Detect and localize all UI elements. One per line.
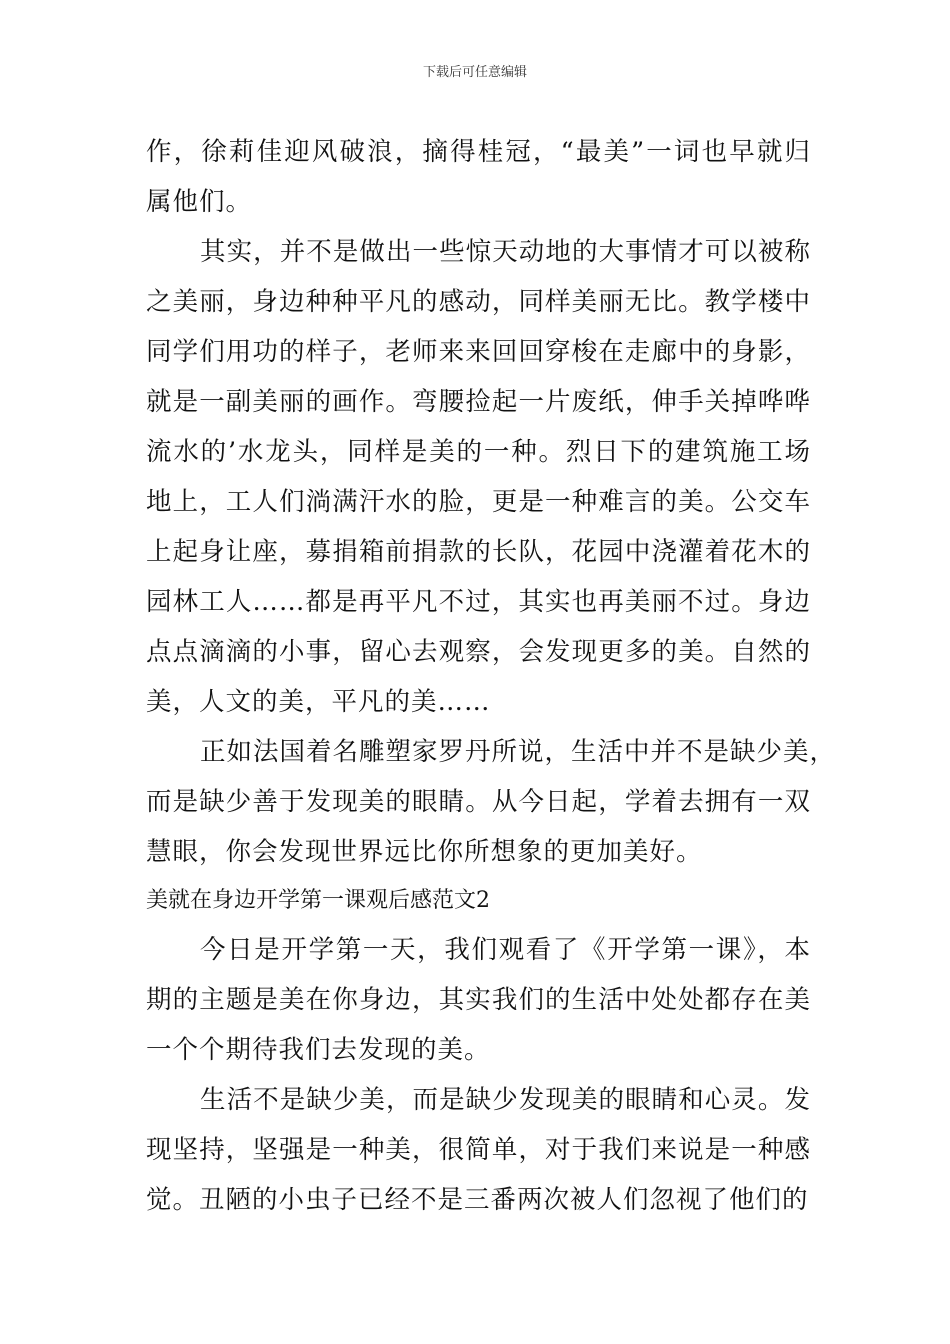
- paragraph: [146, 227, 811, 727]
- paragraph-line: 地上，工人们淌满汗水的脸，更是一种难言的美。公交车: [146, 487, 811, 517]
- paragraph-line: 现坚持，坚强是一种美，很简单，对于我们来说是一种感: [146, 1135, 811, 1165]
- paragraph-line: 今日是开学第一天，我们观看了《开学第一课》，本: [200, 935, 811, 965]
- paragraph-line: 其实，并不是做出一些惊天动地的大事情才可以被称: [200, 237, 811, 267]
- paragraph-line: 属他们。: [146, 187, 253, 217]
- paragraph-line: 之美丽，身边种种平凡的感动，同样美丽无比。教学楼中: [146, 287, 811, 317]
- paragraph-group-2: [146, 925, 811, 1225]
- paragraph: [146, 925, 811, 1075]
- paragraph: [146, 1075, 811, 1225]
- paragraph-line: 园林工人……都是再平凡不过，其实也再美丽不过。身边: [146, 587, 811, 617]
- paragraph-line: 流水的’水龙头，同样是美的一种。烈日下的建筑施工场: [146, 437, 811, 467]
- paragraph-line: 美，人文的美，平凡的美……: [146, 687, 491, 717]
- paragraph-line: 觉。丑陋的小虫子已经不是三番两次被人们忽视了他们的: [146, 1185, 809, 1215]
- page-header: 下载后可任意编辑: [422, 65, 527, 80]
- paragraph-line: 慧眼，你会发现世界远比你所想象的更加美好。: [146, 837, 703, 867]
- document-body: [146, 127, 837, 1225]
- paragraph-line: 同学们用功的样子，老师来来回回穿梭在走廊中的身影，: [146, 337, 811, 367]
- paragraph: [146, 127, 811, 227]
- paragraph-line: 就是一副美丽的画作。弯腰捡起一片废纸，伸手关掉哗哗: [146, 387, 811, 417]
- paragraph-line: 期的主题是美在你身边，其实我们的生活中处处都存在美: [146, 985, 811, 1015]
- paragraph-line: 上起身让座，募捐箱前捐款的长队，花园中浇灌着花木的: [146, 537, 811, 567]
- section-title: 美就在身边开学第一课观后感范文2: [146, 888, 490, 913]
- paragraph-line: 正如法国着名雕塑家罗丹所说，生活中并不是缺少美，: [200, 737, 837, 767]
- paragraph-line: 点点滴滴的小事，留心去观察，会发现更多的美。自然的: [146, 637, 811, 667]
- paragraph-line: 生活不是缺少美，而是缺少发现美的眼睛和心灵。发: [200, 1085, 811, 1115]
- paragraph: [146, 727, 837, 877]
- paragraph-line: 而是缺少善于发现美的眼睛。从今日起，学着去拥有一双: [146, 787, 811, 817]
- paragraph-group-1: [146, 127, 837, 877]
- paragraph-line: 一个个期待我们去发现的美。: [146, 1035, 491, 1065]
- paragraph-line: 作，徐莉佳迎风破浪，摘得桂冠，“最美”一词也早就归: [146, 137, 811, 167]
